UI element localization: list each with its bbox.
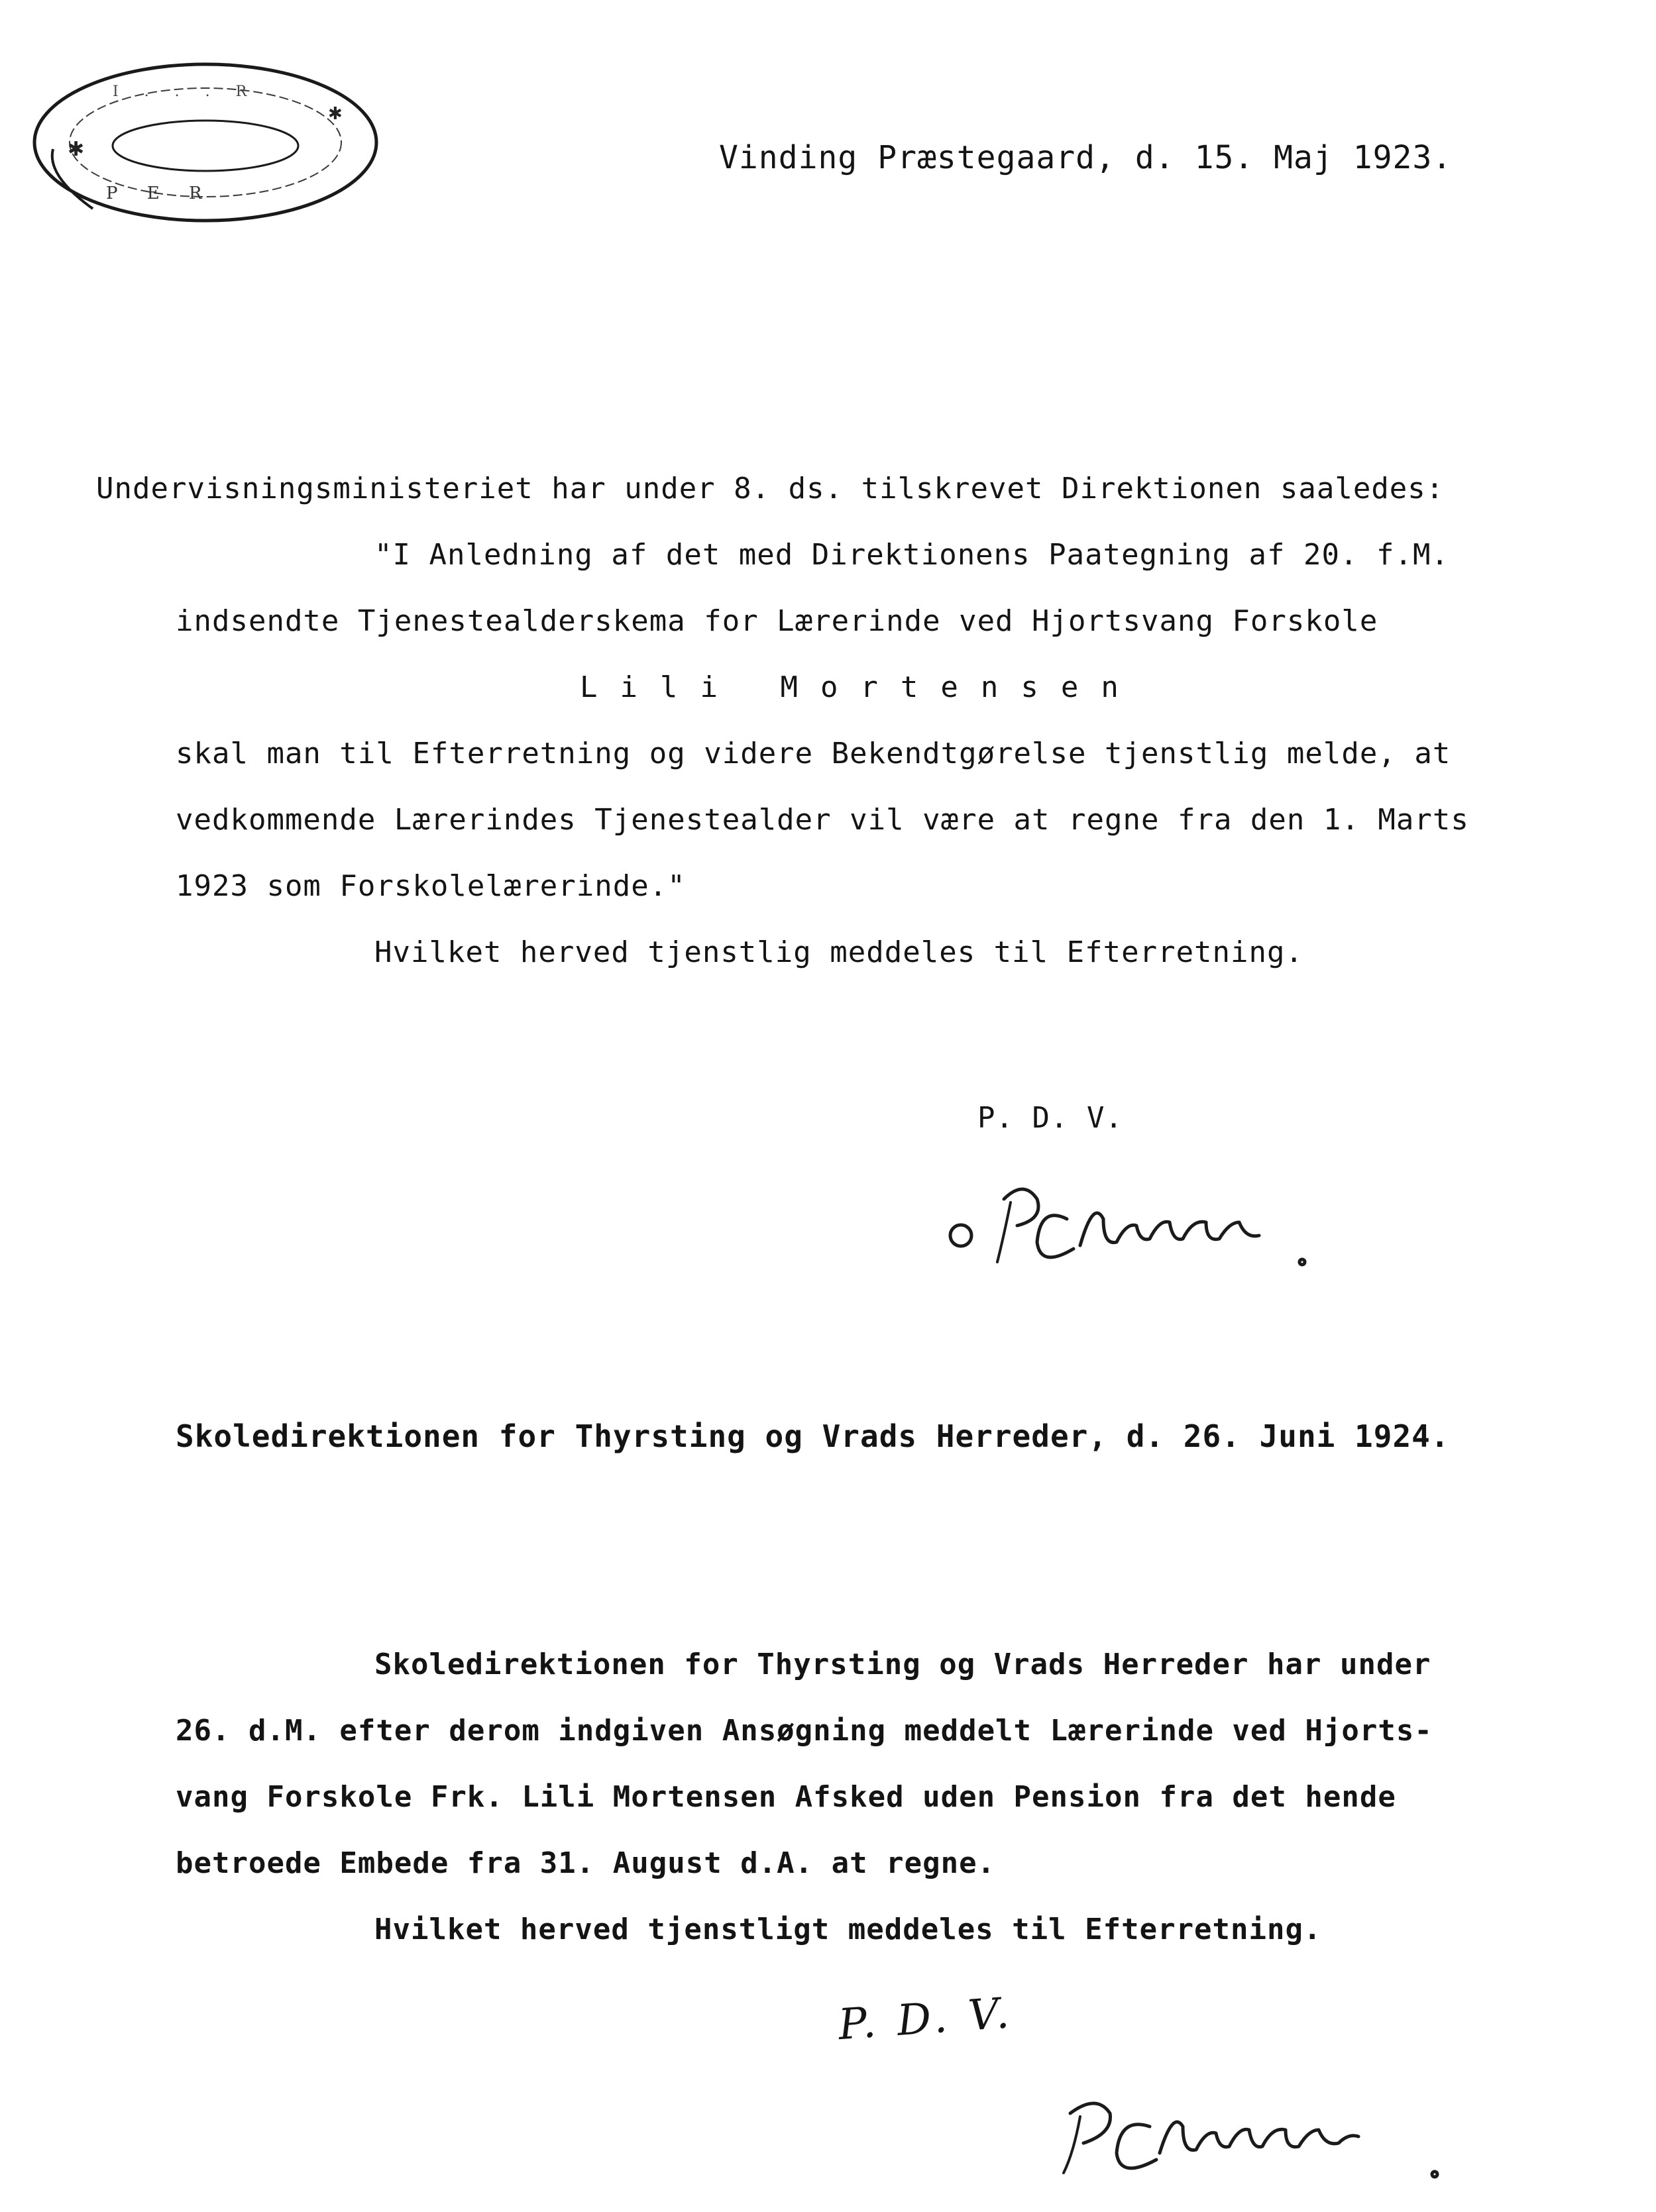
- letter1-quote-line-6: 1923 som Forskolelærerinde.": [176, 869, 686, 903]
- letter2-body-line-1: Skoledirektionen for Thyrsting og Vrads Herreder har under: [374, 1648, 1431, 1681]
- letter1-pdv: P. D. V.: [977, 1101, 1123, 1135]
- letter1-quote-line-2: indsendte Tjenestealderskema for Lærerinde ved Hjortsvang Forskole: [176, 604, 1378, 638]
- letter1-closing: Hvilket herved tjenstlig meddeles til Efterretning.: [374, 935, 1304, 969]
- official-stamp: [27, 50, 384, 235]
- letter2-signature: [1044, 2087, 1455, 2193]
- letter1-teacher-name: Lili Mortensen: [580, 670, 1141, 704]
- letter2-body-line-2: 26. d.M. efter derom indgiven Ansøgning meddelt Lærerinde ved Hjorts-: [176, 1714, 1433, 1748]
- letter1-opening: Undervisningsministeriet har under 8. ds. tilskrevet Direktionen saaledes:: [96, 472, 1445, 505]
- letter2-pdv-handwritten: P. D. V.: [836, 1988, 1015, 2050]
- letter1-signature: [941, 1173, 1352, 1285]
- letter2-body-line-4: betroede Embede fra 31. August d.A. at regne.: [176, 1846, 996, 1880]
- letter2-body-line-3: vang Forskole Frk. Lili Mortensen Afsked uden Pension fra det hende: [176, 1780, 1396, 1814]
- letter2-closing: Hvilket herved tjenstligt meddeles til Efterretning.: [374, 1913, 1322, 1946]
- letter1-place-date: Vinding Præstegaard, d. 15. Maj 1923.: [719, 139, 1453, 176]
- svg-text:P E R: P E R: [106, 184, 214, 203]
- letter1-quote-line-4: skal man til Efterretning og videre Bekendtgørelse tjenstlig melde, at: [176, 737, 1451, 770]
- letter2-header: Skoledirektionen for Thyrsting og Vrads Herreder, d. 26. Juni 1924.: [176, 1418, 1450, 1454]
- letter1-quote-line-1: "I Anledning af det med Direktionens Paategning af 20. f.M.: [374, 538, 1449, 572]
- letter1-quote-line-5: vedkommende Lærerindes Tjenestealder vil være at regne fra den 1. Marts: [176, 803, 1469, 837]
- svg-text:I . . . R: I . . . R: [113, 83, 258, 100]
- svg-text:✱: ✱: [68, 138, 85, 161]
- svg-text:✱: ✱: [328, 104, 343, 124]
